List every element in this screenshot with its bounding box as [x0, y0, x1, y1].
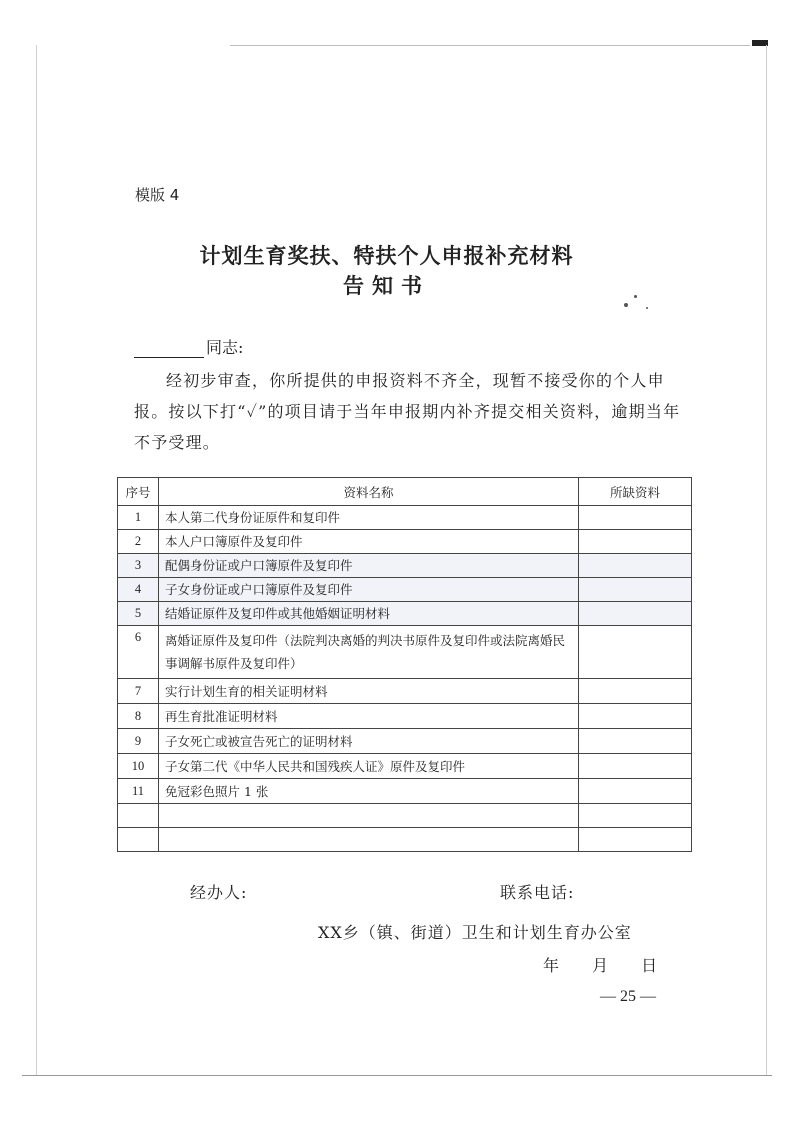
row-name: 再生育批准证明材料: [159, 704, 579, 729]
phone-label: 联系电话:: [500, 883, 575, 902]
page-edge-bottom: [22, 1075, 772, 1076]
handler-label: 经办人:: [190, 883, 248, 902]
date-line: 年 月 日: [543, 956, 672, 975]
missing-cell[interactable]: [579, 679, 692, 704]
row-name: 子女死亡或被宣告死亡的证明材料: [159, 729, 579, 754]
table-row: [118, 554, 692, 578]
issuing-office: XX乡（镇、街道）卫生和计划生育办公室: [318, 923, 632, 942]
row-num: 5: [118, 602, 159, 626]
header-missing: 所缺资料: [579, 478, 692, 506]
table-row: [118, 506, 692, 530]
document-subtitle: 告知书: [343, 274, 430, 298]
missing-cell[interactable]: [579, 626, 692, 679]
document-title: 计划生育奖扶、特扶个人申报补充材料: [199, 244, 574, 268]
page-edge-left: [36, 45, 37, 1075]
empty-cell[interactable]: [159, 804, 579, 828]
row-num: 8: [118, 704, 159, 729]
row-num: 3: [118, 554, 159, 578]
row-num: 9: [118, 729, 159, 754]
scan-speck: [646, 307, 648, 309]
materials-table: [117, 477, 692, 852]
row-num: 1: [118, 506, 159, 530]
table-row: [118, 704, 692, 729]
row-name: 本人第二代身份证原件和复印件: [159, 506, 579, 530]
page-edge-right: [766, 45, 767, 1075]
row-name: 实行计划生育的相关证明材料: [159, 679, 579, 704]
missing-cell[interactable]: [579, 828, 692, 852]
missing-cell[interactable]: [579, 554, 692, 578]
row-num: 4: [118, 578, 159, 602]
missing-cell[interactable]: [579, 729, 692, 754]
table-row: [118, 754, 692, 779]
row-name: 本人户口簿原件及复印件: [159, 530, 579, 554]
addressee-suffix: 同志:: [206, 338, 244, 357]
header-num: 序号: [118, 478, 159, 506]
table-header-row: [118, 478, 692, 506]
page-number: — 25 —: [600, 988, 656, 1005]
row-name: 子女第二代《中华人民共和国残疾人证》原件及复印件: [159, 754, 579, 779]
missing-cell[interactable]: [579, 754, 692, 779]
table-row: [118, 679, 692, 704]
empty-cell[interactable]: [118, 804, 159, 828]
table-row: [118, 779, 692, 804]
row-name: 结婚证原件及复印件或其他婚姻证明材料: [159, 602, 579, 626]
row-name: 子女身份证或户口簿原件及复印件: [159, 578, 579, 602]
empty-cell[interactable]: [159, 828, 579, 852]
addressee-line: [134, 335, 243, 358]
missing-cell[interactable]: [579, 804, 692, 828]
table-row-empty: [118, 828, 692, 852]
table-row: [118, 530, 692, 554]
missing-cell[interactable]: [579, 602, 692, 626]
row-name: 离婚证原件及复印件（法院判决离婚的判决书原件及复印件或法院离婚民事调解书原件及复印件）: [159, 626, 579, 679]
table-row-empty: [118, 804, 692, 828]
row-name: 配偶身份证或户口簿原件及复印件: [159, 554, 579, 578]
row-num: 11: [118, 779, 159, 804]
scan-speck: [624, 303, 628, 307]
missing-cell[interactable]: [579, 578, 692, 602]
missing-cell[interactable]: [579, 704, 692, 729]
table-row: [118, 602, 692, 626]
page-edge-top: [230, 45, 750, 46]
table-row: [118, 729, 692, 754]
missing-cell[interactable]: [579, 506, 692, 530]
row-num: 10: [118, 754, 159, 779]
name-blank: [134, 341, 204, 358]
row-name: 免冠彩色照片 1 张: [159, 779, 579, 804]
row-num: 7: [118, 679, 159, 704]
template-label: 模版 4: [135, 186, 180, 204]
missing-cell[interactable]: [579, 779, 692, 804]
notice-body: 经初步审查，你所提供的申报资料不齐全，现暂不接受你的个人申报。按以下打“✓”的项目请于当年申报期内补齐提交相关资料，逾期当年不予受理。: [134, 371, 681, 452]
empty-cell[interactable]: [118, 828, 159, 852]
missing-cell[interactable]: [579, 530, 692, 554]
table-row: [118, 578, 692, 602]
row-num: 2: [118, 530, 159, 554]
table-row: [118, 626, 692, 679]
row-num: 6: [118, 626, 159, 679]
header-name: 资料名称: [159, 478, 579, 506]
